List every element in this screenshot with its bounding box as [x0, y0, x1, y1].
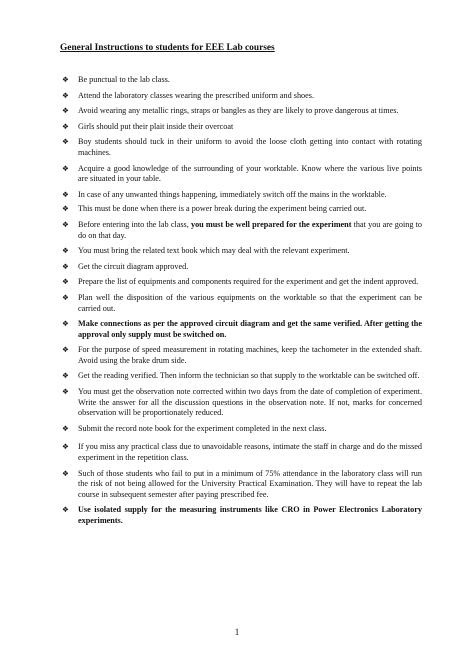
list-item — [62, 371, 422, 382]
list-item — [62, 164, 422, 185]
diamond-bullet-icon: ❖ — [62, 468, 69, 478]
list-item-text: This must be done when there is a power break during the experiment being carried out. — [78, 204, 367, 214]
list-item — [62, 262, 422, 273]
list-item-text: You must get the observation note corrected within two days from the date of completion of experiment. Write the answer for all the discussion questions in the observation note. If not, marks for concerned observation will be proportionately reduced. — [78, 387, 422, 418]
list-item-text: Plan well the disposition of the various equipments on the worktable so that the experiment can be carried out. — [78, 292, 422, 313]
list-item — [62, 137, 422, 158]
list-item-text: Girls should put their plait inside their overcoat — [78, 121, 234, 131]
diamond-bullet-icon: ❖ — [62, 387, 69, 397]
diamond-bullet-icon: ❖ — [62, 106, 69, 116]
list-item-text: Get the reading verified. Then inform the technician so that supply to the worktable can be switched off. — [78, 371, 420, 381]
diamond-bullet-icon: ❖ — [62, 163, 69, 173]
diamond-bullet-icon: ❖ — [62, 371, 69, 381]
list-item — [62, 220, 422, 241]
diamond-bullet-icon: ❖ — [62, 121, 69, 131]
list-item — [62, 442, 422, 463]
diamond-bullet-icon: ❖ — [62, 345, 69, 355]
list-item-text: Avoid wearing any metallic rings, straps or bangles as they are likely to prove dangerous at times. — [78, 106, 399, 116]
list-item-text: Use isolated supply for the measuring instruments like CRO in Power Electronics Laboratory experiments. — [78, 505, 422, 525]
list-item-text: Before entering into the lab class, — [78, 219, 191, 229]
list-item — [62, 387, 422, 419]
list-item-emphasis: you must be well prepared for the experiment — [190, 219, 352, 229]
diamond-bullet-icon: ❖ — [62, 75, 69, 84]
diamond-bullet-icon: ❖ — [62, 505, 69, 515]
list-item-text: For the purpose of speed measurement in rotating machines, keep the tachometer in the extended shaft. Avoid using the brake drum side. — [78, 345, 422, 365]
list-item — [62, 469, 422, 501]
list-item-text: Submit the record note book for the experiment completed in the next class. — [78, 423, 327, 433]
page-number: 1 — [234, 627, 240, 637]
list-item-text: You must bring the related text book which may deal with the relevant experiment. — [78, 246, 350, 256]
list-item-text: Such of those students who fail to put in a minimum of 75% attendance in the laboratory class will run the risk of not being allowed for the University Practical Examination. They will have to repeat the lab course in subsequent semester after paying prescribed fee. — [78, 468, 422, 499]
list-item-text: If you miss any practical class due to unavoidable reasons, intimate the staff in charge and do the missed experiment in the repetition class. — [78, 442, 422, 463]
list-item — [62, 75, 422, 86]
list-item-text: Prepare the list of equipments and components required for the experiment and get the indent approved. — [78, 277, 419, 287]
list-item-text: Get the circuit diagram approved. — [78, 261, 189, 271]
list-item — [62, 424, 422, 435]
diamond-bullet-icon: ❖ — [62, 90, 69, 100]
diamond-bullet-icon: ❖ — [62, 292, 69, 302]
list-item — [62, 345, 422, 366]
instruction-list — [62, 70, 422, 527]
list-item — [62, 319, 422, 340]
list-item — [62, 190, 422, 201]
diamond-bullet-icon: ❖ — [62, 219, 69, 229]
diamond-bullet-icon: ❖ — [62, 442, 69, 452]
list-item — [62, 293, 422, 314]
diamond-bullet-icon: ❖ — [62, 246, 69, 256]
list-item — [62, 204, 422, 215]
diamond-bullet-icon: ❖ — [62, 319, 69, 329]
list-item-text: Attend the laboratory classes wearing the prescribed uniform and shoes. — [78, 90, 314, 100]
list-item-text: Make connections as per the approved circuit diagram and get the same verified. After getting the approval only supply must be switched on. — [78, 319, 422, 339]
list-item — [62, 122, 422, 133]
list-item-text: Acquire a good knowledge of the surrounding of your worktable. Know where the various live points are situated in your table. — [78, 163, 422, 184]
list-item-text: that you are going to do on that day. — [78, 219, 422, 240]
diamond-bullet-icon: ❖ — [62, 261, 69, 271]
list-item — [62, 505, 422, 526]
list-item — [62, 246, 422, 257]
diamond-bullet-icon: ❖ — [62, 277, 69, 287]
diamond-bullet-icon: ❖ — [62, 423, 69, 433]
list-item — [62, 106, 422, 117]
list-item-text: In case of any unwanted things happening, immediately switch off the mains in the worktable. — [78, 189, 387, 199]
diamond-bullet-icon: ❖ — [62, 137, 69, 147]
list-item-text: Be punctual to the lab class. — [78, 75, 170, 84]
diamond-bullet-icon: ❖ — [62, 204, 69, 214]
page-title: General Instructions to students for EEE Lab courses — [60, 43, 275, 53]
diamond-bullet-icon: ❖ — [62, 189, 69, 199]
list-item — [62, 277, 422, 288]
list-item — [62, 91, 422, 102]
list-item-text: Boy students should tuck in their uniform to avoid the loose cloth getting into contact with rotating machines. — [78, 137, 422, 157]
